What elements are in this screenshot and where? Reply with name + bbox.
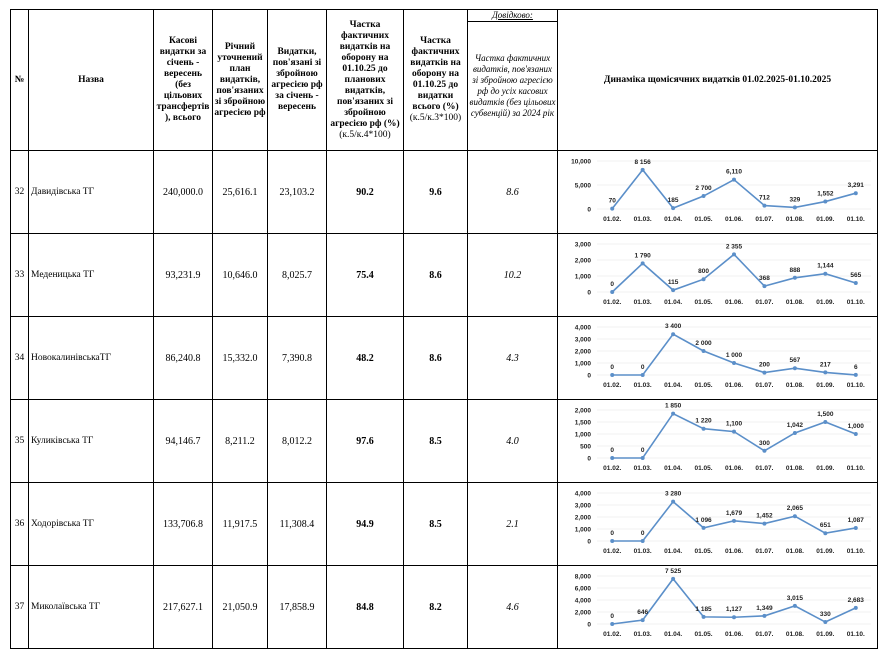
data-label: 1 185 bbox=[694, 605, 712, 613]
x-tick-label: 01.04. bbox=[663, 548, 682, 555]
x-tick-label: 01.10. bbox=[846, 465, 865, 472]
x-tick-label: 01.09. bbox=[815, 465, 834, 472]
x-tick-label: 01.10. bbox=[846, 216, 865, 223]
x-tick-label: 01.07. bbox=[754, 465, 773, 472]
x-tick-label: 01.04. bbox=[663, 465, 682, 472]
x-tick-label: 01.03. bbox=[633, 299, 652, 306]
data-point bbox=[671, 206, 675, 210]
y-tick-label: 2,000 bbox=[574, 257, 591, 265]
header-annual-plan: Річний уточнений план видатків, пов'язаних зі збройною агресією рф bbox=[213, 10, 268, 151]
monthly-chart-cell bbox=[558, 400, 878, 483]
data-point bbox=[823, 200, 827, 204]
data-label: 1,349 bbox=[755, 604, 773, 612]
x-tick-label: 01.05. bbox=[694, 631, 713, 638]
share-of-plan: 94.9 bbox=[327, 483, 404, 566]
data-label: 8 156 bbox=[634, 158, 651, 166]
data-label: 329 bbox=[788, 196, 800, 204]
share-of-plan: 48.2 bbox=[327, 317, 404, 400]
share-of-total: 8.5 bbox=[404, 483, 468, 566]
data-label: 2 000 bbox=[694, 340, 712, 347]
data-label: 3 280 bbox=[664, 490, 681, 498]
table-row bbox=[11, 483, 878, 566]
data-point bbox=[610, 622, 614, 626]
defense-expenditures: 8,025.7 bbox=[268, 234, 327, 317]
header-share-of-plan-formula: (к.5/к.4*100) bbox=[339, 129, 391, 140]
data-point bbox=[853, 606, 857, 610]
monthly-expenditure-chart bbox=[559, 234, 877, 312]
x-tick-label: 01.08. bbox=[785, 216, 804, 223]
data-point bbox=[762, 371, 766, 375]
x-tick-label: 01.10. bbox=[846, 382, 865, 389]
data-label: 1,144 bbox=[816, 262, 833, 270]
cash-expenditures: 217,627.1 bbox=[154, 566, 213, 649]
row-number: 32 bbox=[11, 151, 29, 234]
share-2024: 10.2 bbox=[468, 234, 558, 317]
y-tick-label: 1,000 bbox=[574, 273, 591, 281]
data-label: 1 220 bbox=[694, 417, 712, 425]
x-tick-label: 01.06. bbox=[724, 465, 743, 472]
data-point bbox=[701, 349, 705, 353]
data-point bbox=[823, 420, 827, 424]
y-tick-label: 4,000 bbox=[574, 490, 591, 498]
data-label: 646 bbox=[636, 609, 648, 617]
y-tick-label: 1,000 bbox=[574, 360, 591, 368]
data-point bbox=[701, 526, 705, 530]
data-point bbox=[732, 361, 736, 365]
monthly-expenditure-chart bbox=[559, 317, 877, 395]
y-tick-label: 1,500 bbox=[574, 419, 591, 427]
share-of-plan: 84.8 bbox=[327, 566, 404, 649]
y-tick-label: 8,000 bbox=[574, 573, 591, 581]
data-point bbox=[732, 178, 736, 182]
y-tick-label: 10,000 bbox=[570, 158, 591, 166]
header-share-of-total bbox=[404, 10, 468, 151]
data-label: 1,500 bbox=[816, 411, 833, 418]
data-label: 3 400 bbox=[664, 323, 681, 331]
cash-expenditures: 133,706.8 bbox=[154, 483, 213, 566]
annual-plan: 25,616.1 bbox=[213, 151, 268, 234]
share-of-total: 9.6 bbox=[404, 151, 468, 234]
data-point bbox=[640, 168, 644, 172]
data-point bbox=[853, 191, 857, 195]
defense-expenditures: 11,308.4 bbox=[268, 483, 327, 566]
defense-expenditures: 7,390.8 bbox=[268, 317, 327, 400]
data-label: 712 bbox=[758, 194, 770, 202]
community-name: Давидівська ТГ bbox=[29, 151, 154, 234]
x-tick-label: 01.06. bbox=[724, 631, 743, 638]
data-point bbox=[732, 430, 736, 434]
x-tick-label: 01.09. bbox=[815, 382, 834, 389]
annual-plan: 11,917.5 bbox=[213, 483, 268, 566]
community-name: НовокалинівськаТГ bbox=[29, 317, 154, 400]
x-tick-label: 01.04. bbox=[663, 299, 682, 306]
data-label: 70 bbox=[608, 197, 616, 205]
row-number: 36 bbox=[11, 483, 29, 566]
x-tick-label: 01.05. bbox=[694, 216, 713, 223]
data-label: 1 096 bbox=[694, 516, 712, 524]
x-tick-label: 01.05. bbox=[694, 548, 713, 555]
x-tick-label: 01.04. bbox=[663, 216, 682, 223]
data-point bbox=[853, 281, 857, 285]
y-tick-label: 2,000 bbox=[574, 609, 591, 617]
data-point bbox=[762, 522, 766, 526]
y-tick-label: 2,000 bbox=[574, 514, 591, 522]
data-point bbox=[792, 514, 796, 518]
data-point bbox=[701, 615, 705, 619]
y-tick-label: 0 bbox=[586, 538, 591, 546]
community-name: Куликівська ТГ bbox=[29, 400, 154, 483]
data-label: 1,000 bbox=[847, 423, 864, 430]
y-tick-label: 3,000 bbox=[574, 336, 591, 344]
data-label: 300 bbox=[758, 439, 770, 447]
data-label: 567 bbox=[788, 357, 800, 365]
monthly-chart-cell bbox=[558, 151, 878, 234]
x-tick-label: 01.07. bbox=[754, 382, 773, 389]
y-tick-label: 0 bbox=[586, 372, 591, 380]
monthly-expenditure-chart bbox=[559, 566, 877, 644]
data-point bbox=[762, 449, 766, 453]
data-point bbox=[853, 526, 857, 530]
x-tick-label: 01.02. bbox=[602, 548, 621, 555]
data-label: 6 bbox=[853, 363, 858, 371]
header-chart: Динаміка щомісячних видатків 01.02.2025-01.10.2025 bbox=[558, 10, 878, 151]
cash-expenditures: 240,000.0 bbox=[154, 151, 213, 234]
cash-expenditures: 86,240.8 bbox=[154, 317, 213, 400]
y-tick-label: 2,000 bbox=[574, 348, 591, 356]
data-label: 185 bbox=[667, 197, 679, 205]
data-label: 0 bbox=[640, 364, 644, 371]
data-label: 2 700 bbox=[694, 185, 712, 193]
data-point bbox=[823, 620, 827, 624]
cash-expenditures: 93,231.9 bbox=[154, 234, 213, 317]
x-tick-label: 01.03. bbox=[633, 465, 652, 472]
data-label: 1,087 bbox=[847, 516, 864, 524]
y-tick-label: 0 bbox=[586, 621, 591, 629]
data-point bbox=[732, 252, 736, 256]
data-label: 1,127 bbox=[725, 606, 742, 614]
table-row bbox=[11, 317, 878, 400]
data-point bbox=[640, 373, 644, 377]
row-number: 35 bbox=[11, 400, 29, 483]
share-of-plan: 90.2 bbox=[327, 151, 404, 234]
monthly-chart-cell bbox=[558, 317, 878, 400]
annual-plan: 10,646.0 bbox=[213, 234, 268, 317]
data-label: 1 850 bbox=[664, 402, 681, 410]
data-label: 7 525 bbox=[664, 568, 681, 575]
data-point bbox=[610, 539, 614, 543]
x-tick-label: 01.03. bbox=[633, 216, 652, 223]
data-point bbox=[732, 615, 736, 619]
x-tick-label: 01.10. bbox=[846, 548, 865, 555]
x-tick-label: 01.06. bbox=[724, 299, 743, 306]
cash-expenditures: 94,146.7 bbox=[154, 400, 213, 483]
data-point bbox=[671, 412, 675, 416]
data-point bbox=[671, 288, 675, 292]
x-tick-label: 01.07. bbox=[754, 631, 773, 638]
share-2024: 2.1 bbox=[468, 483, 558, 566]
data-label: 1 000 bbox=[725, 352, 742, 359]
data-label: 0 bbox=[609, 530, 614, 537]
x-tick-label: 01.02. bbox=[602, 631, 621, 638]
table-row bbox=[11, 566, 878, 649]
y-tick-label: 4,000 bbox=[574, 597, 591, 605]
defense-expenditures: 23,103.2 bbox=[268, 151, 327, 234]
x-tick-label: 01.05. bbox=[694, 465, 713, 472]
data-point bbox=[792, 431, 796, 435]
share-of-total: 8.6 bbox=[404, 234, 468, 317]
monthly-expenditure-chart bbox=[559, 483, 877, 561]
row-number: 33 bbox=[11, 234, 29, 317]
data-point bbox=[762, 614, 766, 618]
data-point bbox=[640, 618, 644, 622]
data-point bbox=[701, 277, 705, 281]
data-point bbox=[762, 204, 766, 208]
x-tick-label: 01.06. bbox=[724, 216, 743, 223]
community-name: Миколаївська ТГ bbox=[29, 566, 154, 649]
share-2024: 8.6 bbox=[468, 151, 558, 234]
data-point bbox=[792, 366, 796, 370]
data-label: 888 bbox=[788, 266, 800, 274]
data-label: 0 bbox=[640, 530, 644, 537]
row-number: 37 bbox=[11, 566, 29, 649]
data-label: 800 bbox=[697, 268, 709, 276]
data-label: 0 bbox=[609, 364, 614, 371]
x-tick-label: 01.08. bbox=[785, 382, 804, 389]
data-label: 200 bbox=[758, 361, 770, 369]
data-label: 1,552 bbox=[816, 190, 833, 198]
share-of-plan: 97.6 bbox=[327, 400, 404, 483]
x-tick-label: 01.05. bbox=[694, 299, 713, 306]
data-label: 1,042 bbox=[786, 421, 803, 429]
data-point bbox=[792, 205, 796, 209]
x-tick-label: 01.04. bbox=[663, 631, 682, 638]
data-point bbox=[610, 207, 614, 211]
monthly-chart-cell bbox=[558, 483, 878, 566]
defense-expenditures: 17,858.9 bbox=[268, 566, 327, 649]
table-row bbox=[11, 151, 878, 234]
data-label: 3,015 bbox=[786, 594, 803, 602]
data-label: 651 bbox=[819, 522, 831, 530]
y-tick-label: 4,000 bbox=[574, 324, 591, 332]
header-share-of-total-formula: (к.5/к.3*100) bbox=[409, 113, 462, 123]
x-tick-label: 01.08. bbox=[785, 299, 804, 306]
header-num: № bbox=[11, 10, 29, 151]
header-defense-expenditures: Видатки, пов'язані зі збройною агресією рф за січень - вересень bbox=[268, 10, 327, 151]
data-point bbox=[732, 519, 736, 523]
x-tick-label: 01.08. bbox=[785, 548, 804, 555]
data-label: 330 bbox=[819, 611, 831, 619]
data-point bbox=[671, 332, 675, 336]
data-label: 565 bbox=[849, 271, 861, 279]
x-tick-label: 01.09. bbox=[815, 548, 834, 555]
share-2024: 4.0 bbox=[468, 400, 558, 483]
data-point bbox=[640, 261, 644, 265]
x-tick-label: 01.02. bbox=[602, 465, 621, 472]
data-label: 1,100 bbox=[725, 420, 742, 428]
y-tick-label: 0 bbox=[586, 206, 591, 214]
table-row bbox=[11, 234, 878, 317]
y-tick-label: 3,000 bbox=[574, 502, 591, 510]
annual-plan: 21,050.9 bbox=[213, 566, 268, 649]
share-of-total: 8.2 bbox=[404, 566, 468, 649]
share-2024: 4.3 bbox=[468, 317, 558, 400]
y-tick-label: 2,000 bbox=[574, 407, 591, 415]
data-point bbox=[792, 276, 796, 280]
monthly-chart-cell bbox=[558, 234, 878, 317]
x-tick-label: 01.02. bbox=[602, 299, 621, 306]
data-point bbox=[823, 531, 827, 535]
y-tick-label: 0 bbox=[586, 289, 591, 297]
share-of-total: 8.6 bbox=[404, 317, 468, 400]
defense-spending-table bbox=[10, 9, 878, 649]
data-label: 2,065 bbox=[786, 505, 803, 513]
x-tick-label: 01.04. bbox=[663, 382, 682, 389]
data-label: 0 bbox=[609, 281, 614, 288]
x-tick-label: 01.03. bbox=[633, 548, 652, 555]
header-reference: Довідково: bbox=[468, 10, 558, 22]
x-tick-label: 01.07. bbox=[754, 299, 773, 306]
header-share-of-plan bbox=[327, 10, 404, 151]
data-label: 0 bbox=[609, 613, 614, 620]
data-point bbox=[762, 284, 766, 288]
header-share-of-total-text: Частка фактичних видатків на оборону на 01.10.25 до видатки всього (%) bbox=[410, 36, 461, 112]
x-tick-label: 01.07. bbox=[754, 216, 773, 223]
monthly-expenditure-chart bbox=[559, 151, 877, 229]
defense-expenditures: 8,012.2 bbox=[268, 400, 327, 483]
data-point bbox=[701, 427, 705, 431]
data-label: 6,110 bbox=[725, 168, 742, 176]
x-tick-label: 01.06. bbox=[724, 548, 743, 555]
annual-plan: 8,211.2 bbox=[213, 400, 268, 483]
data-point bbox=[701, 194, 705, 198]
data-point bbox=[671, 500, 675, 504]
x-tick-label: 01.10. bbox=[846, 299, 865, 306]
y-tick-label: 5,000 bbox=[574, 182, 591, 190]
data-point bbox=[610, 290, 614, 294]
x-tick-label: 01.08. bbox=[785, 631, 804, 638]
data-point bbox=[640, 539, 644, 543]
x-tick-label: 01.05. bbox=[694, 382, 713, 389]
community-name: Меденицька ТГ bbox=[29, 234, 154, 317]
x-tick-label: 01.02. bbox=[602, 216, 621, 223]
y-tick-label: 6,000 bbox=[574, 585, 591, 593]
community-name: Ходорівська ТГ bbox=[29, 483, 154, 566]
header-cash-expenditures: Касові видатки за січень - вересень (без цільових трансфертів ), всього bbox=[154, 10, 213, 151]
data-point bbox=[823, 272, 827, 276]
data-label: 3,291 bbox=[847, 182, 864, 190]
data-point bbox=[792, 604, 796, 608]
y-tick-label: 1,000 bbox=[574, 526, 591, 534]
share-2024: 4.6 bbox=[468, 566, 558, 649]
data-label: 115 bbox=[667, 279, 678, 287]
x-tick-label: 01.09. bbox=[815, 631, 834, 638]
data-label: 1,679 bbox=[725, 509, 742, 517]
data-label: 0 bbox=[640, 447, 644, 454]
y-tick-label: 500 bbox=[579, 443, 591, 451]
x-tick-label: 01.09. bbox=[815, 216, 834, 223]
x-tick-label: 01.08. bbox=[785, 465, 804, 472]
data-label: 2,683 bbox=[847, 596, 864, 604]
data-label: 368 bbox=[758, 275, 770, 283]
data-label: 217 bbox=[819, 361, 831, 369]
x-tick-label: 01.06. bbox=[724, 382, 743, 389]
table-row bbox=[11, 400, 878, 483]
data-label: 0 bbox=[609, 447, 614, 454]
data-point bbox=[610, 456, 614, 460]
data-point bbox=[640, 456, 644, 460]
data-point bbox=[610, 373, 614, 377]
row-number: 34 bbox=[11, 317, 29, 400]
data-point bbox=[823, 370, 827, 374]
annual-plan: 15,332.0 bbox=[213, 317, 268, 400]
y-tick-label: 1,000 bbox=[574, 431, 591, 439]
data-point bbox=[853, 373, 857, 377]
header-share-of-plan-text: Частка фактичних видатків на оборону на 01.10.25 до планових видатків, пов'язаних зі збройною агресією рф (%) bbox=[330, 19, 400, 129]
x-tick-label: 01.03. bbox=[633, 382, 652, 389]
header-name: Назва bbox=[29, 10, 154, 151]
y-tick-label: 3,000 bbox=[574, 241, 591, 249]
header-share-2024: Частка фактичних видатків, пов'язаних зі збройною агресією рф до усіх касових видатків (без цільових субвенцій) за 2024 рік bbox=[468, 22, 558, 151]
data-point bbox=[853, 432, 857, 436]
share-of-plan: 75.4 bbox=[327, 234, 404, 317]
data-label: 1 790 bbox=[634, 252, 651, 260]
data-label: 2 355 bbox=[725, 243, 742, 251]
share-of-total: 8.5 bbox=[404, 400, 468, 483]
x-tick-label: 01.03. bbox=[633, 631, 652, 638]
x-tick-label: 01.07. bbox=[754, 548, 773, 555]
monthly-expenditure-chart bbox=[559, 400, 877, 478]
monthly-chart-cell bbox=[558, 566, 878, 649]
x-tick-label: 01.10. bbox=[846, 631, 865, 638]
x-tick-label: 01.02. bbox=[602, 382, 621, 389]
y-tick-label: 0 bbox=[586, 455, 591, 463]
data-label: 1,452 bbox=[755, 512, 773, 520]
data-point bbox=[671, 577, 675, 581]
x-tick-label: 01.09. bbox=[815, 299, 834, 306]
